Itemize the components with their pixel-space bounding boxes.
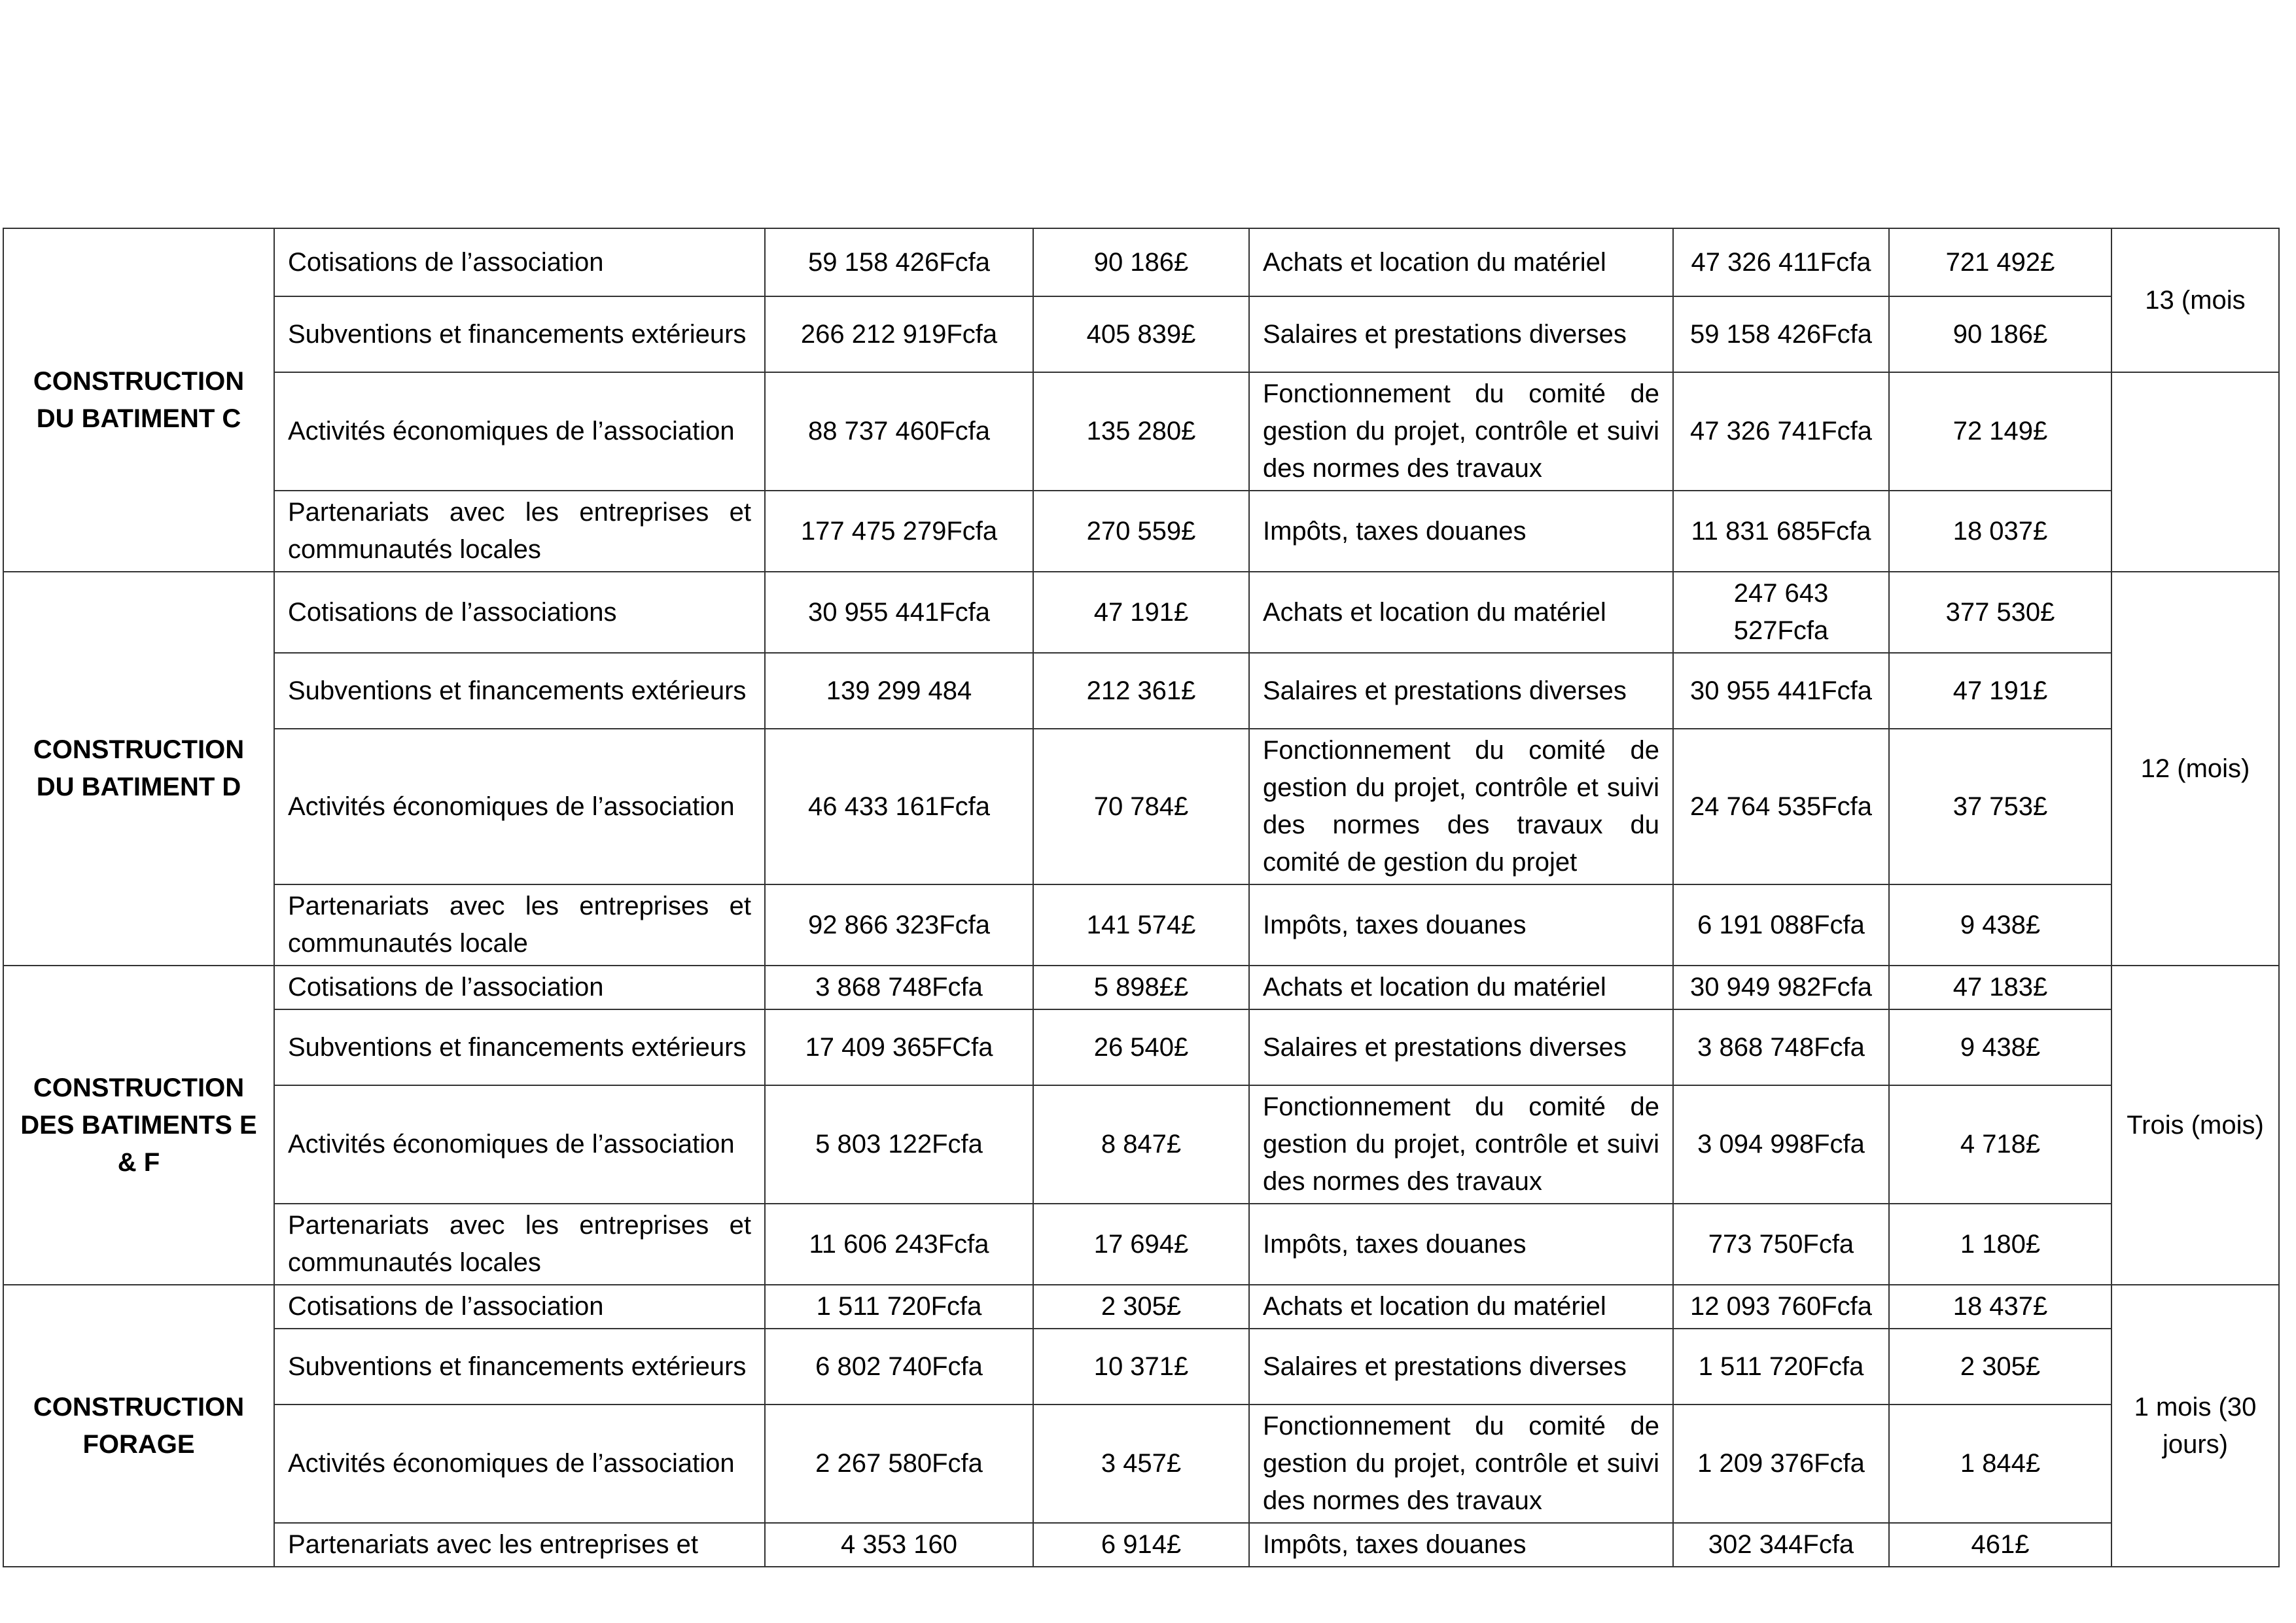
expense-amount-gbp: 1 180£ — [1889, 1204, 2111, 1285]
table-row — [3, 1405, 2279, 1523]
section-title: CONSTRUCTION FORAGE — [3, 1285, 274, 1567]
table-row — [3, 1204, 2279, 1285]
funding-amount-fcfa: 17 409 365FCfa — [765, 1009, 1033, 1085]
expense-amount-fcfa: 47 326 741Fcfa — [1673, 372, 1889, 491]
expense-amount-gbp: 9 438£ — [1889, 884, 2111, 966]
funding-source: Subventions et financements extérieurs — [274, 1009, 765, 1085]
funding-amount-fcfa: 266 212 919Fcfa — [765, 296, 1033, 372]
duration — [2111, 372, 2279, 572]
funding-amount-gbp: 47 191£ — [1033, 572, 1249, 653]
expense-item: Fonctionnement du comité de gestion du projet, contrôle et suivi des normes des travaux — [1249, 1085, 1673, 1204]
funding-amount-gbp: 405 839£ — [1033, 296, 1249, 372]
funding-amount-fcfa: 1 511 720Fcfa — [765, 1285, 1033, 1329]
expense-amount-fcfa: 247 643 527Fcfa — [1673, 572, 1889, 653]
funding-amount-gbp: 17 694£ — [1033, 1204, 1249, 1285]
table-row — [3, 372, 2279, 491]
expense-item: Fonctionnement du comité de gestion du projet, contrôle et suivi des normes des travaux du comité de gestion du projet — [1249, 729, 1673, 884]
funding-amount-fcfa: 6 802 740Fcfa — [765, 1329, 1033, 1405]
table-row — [3, 884, 2279, 966]
expense-amount-gbp: 47 191£ — [1889, 653, 2111, 729]
duration: Trois (mois) — [2111, 966, 2279, 1285]
table-row — [3, 1009, 2279, 1085]
funding-amount-gbp: 6 914£ — [1033, 1523, 1249, 1567]
expense-item: Achats et location du matériel — [1249, 572, 1673, 653]
expense-amount-gbp: 18 037£ — [1889, 491, 2111, 572]
expense-item: Salaires et prestations diverses — [1249, 1329, 1673, 1405]
funding-source: Activités économiques de l’association — [274, 372, 765, 491]
funding-source: Subventions et financements extérieurs — [274, 296, 765, 372]
funding-amount-fcfa: 30 955 441Fcfa — [765, 572, 1033, 653]
expense-item: Salaires et prestations diverses — [1249, 1009, 1673, 1085]
funding-source: Partenariats avec les entreprises et communautés locale — [274, 884, 765, 966]
funding-source: Subventions et financements extérieurs — [274, 653, 765, 729]
expense-amount-fcfa: 3 868 748Fcfa — [1673, 1009, 1889, 1085]
funding-amount-gbp: 8 847£ — [1033, 1085, 1249, 1204]
funding-source: Activités économiques de l’association — [274, 1085, 765, 1204]
expense-amount-gbp: 461£ — [1889, 1523, 2111, 1567]
table-row — [3, 296, 2279, 372]
funding-amount-gbp: 70 784£ — [1033, 729, 1249, 884]
expense-amount-fcfa: 1 511 720Fcfa — [1673, 1329, 1889, 1405]
funding-source: Cotisations de l’associations — [274, 572, 765, 653]
expense-amount-gbp: 377 530£ — [1889, 572, 2111, 653]
funding-amount-gbp: 141 574£ — [1033, 884, 1249, 966]
funding-source: Cotisations de l’association — [274, 228, 765, 296]
funding-amount-gbp: 3 457£ — [1033, 1405, 1249, 1523]
expense-amount-fcfa: 6 191 088Fcfa — [1673, 884, 1889, 966]
funding-amount-fcfa: 11 606 243Fcfa — [765, 1204, 1033, 1285]
expense-item: Impôts, taxes douanes — [1249, 1204, 1673, 1285]
table-row — [3, 966, 2279, 1009]
duration: 12 (mois) — [2111, 572, 2279, 966]
funding-amount-gbp: 26 540£ — [1033, 1009, 1249, 1085]
duration: 13 (mois — [2111, 228, 2279, 372]
expense-amount-fcfa: 302 344Fcfa — [1673, 1523, 1889, 1567]
table-row — [3, 729, 2279, 884]
expense-amount-fcfa: 24 764 535Fcfa — [1673, 729, 1889, 884]
section-title: CONSTRUCTION DES BATIMENTS E & F — [3, 966, 274, 1285]
table-row — [3, 1329, 2279, 1405]
expense-amount-fcfa: 11 831 685Fcfa — [1673, 491, 1889, 572]
funding-amount-fcfa: 2 267 580Fcfa — [765, 1405, 1033, 1523]
funding-amount-fcfa: 3 868 748Fcfa — [765, 966, 1033, 1009]
funding-source: Activités économiques de l’association — [274, 1405, 765, 1523]
expense-amount-gbp: 1 844£ — [1889, 1405, 2111, 1523]
expense-amount-fcfa: 30 955 441Fcfa — [1673, 653, 1889, 729]
expense-amount-fcfa: 47 326 411Fcfa — [1673, 228, 1889, 296]
funding-amount-fcfa: 4 353 160 — [765, 1523, 1033, 1567]
expense-amount-fcfa: 773 750Fcfa — [1673, 1204, 1889, 1285]
budget-table — [3, 228, 2280, 1567]
funding-amount-fcfa: 5 803 122Fcfa — [765, 1085, 1033, 1204]
expense-amount-gbp: 18 437£ — [1889, 1285, 2111, 1329]
expense-item: Fonctionnement du comité de gestion du projet, contrôle et suivi des normes des travaux — [1249, 1405, 1673, 1523]
funding-amount-fcfa: 88 737 460Fcfa — [765, 372, 1033, 491]
section-title: CONSTRUCTION DU BATIMENT C — [3, 228, 274, 572]
expense-item: Achats et location du matériel — [1249, 228, 1673, 296]
funding-source: Partenariats avec les entreprises et communautés locales — [274, 491, 765, 572]
expense-item: Salaires et prestations diverses — [1249, 653, 1673, 729]
funding-amount-gbp: 2 305£ — [1033, 1285, 1249, 1329]
table-row — [3, 1285, 2279, 1329]
funding-source: Activités économiques de l’association — [274, 729, 765, 884]
funding-source: Partenariats avec les entreprises et — [274, 1523, 765, 1567]
expense-item: Achats et location du matériel — [1249, 1285, 1673, 1329]
funding-amount-fcfa: 92 866 323Fcfa — [765, 884, 1033, 966]
expense-amount-fcfa: 59 158 426Fcfa — [1673, 296, 1889, 372]
funding-amount-gbp: 10 371£ — [1033, 1329, 1249, 1405]
expense-amount-gbp: 72 149£ — [1889, 372, 2111, 491]
table-row — [3, 1523, 2279, 1567]
expense-amount-fcfa: 3 094 998Fcfa — [1673, 1085, 1889, 1204]
funding-source: Subventions et financements extérieurs — [274, 1329, 765, 1405]
funding-source: Cotisations de l’association — [274, 966, 765, 1009]
expense-item: Achats et location du matériel — [1249, 966, 1673, 1009]
funding-amount-fcfa: 59 158 426Fcfa — [765, 228, 1033, 296]
expense-amount-gbp: 47 183£ — [1889, 966, 2111, 1009]
expense-item: Salaires et prestations diverses — [1249, 296, 1673, 372]
expense-item: Impôts, taxes douanes — [1249, 884, 1673, 966]
expense-item: Impôts, taxes douanes — [1249, 491, 1673, 572]
expense-amount-gbp: 721 492£ — [1889, 228, 2111, 296]
funding-amount-fcfa: 139 299 484 — [765, 653, 1033, 729]
table-row — [3, 1085, 2279, 1204]
table-row — [3, 572, 2279, 653]
funding-amount-gbp: 90 186£ — [1033, 228, 1249, 296]
funding-amount-fcfa: 46 433 161Fcfa — [765, 729, 1033, 884]
funding-source: Cotisations de l’association — [274, 1285, 765, 1329]
expense-amount-fcfa: 30 949 982Fcfa — [1673, 966, 1889, 1009]
funding-amount-fcfa: 177 475 279Fcfa — [765, 491, 1033, 572]
funding-amount-gbp: 5 898££ — [1033, 966, 1249, 1009]
expense-amount-gbp: 37 753£ — [1889, 729, 2111, 884]
table-row — [3, 228, 2279, 296]
expense-amount-fcfa: 1 209 376Fcfa — [1673, 1405, 1889, 1523]
expense-amount-gbp: 90 186£ — [1889, 296, 2111, 372]
expense-amount-gbp: 2 305£ — [1889, 1329, 2111, 1405]
expense-amount-gbp: 9 438£ — [1889, 1009, 2111, 1085]
funding-amount-gbp: 270 559£ — [1033, 491, 1249, 572]
funding-amount-gbp: 212 361£ — [1033, 653, 1249, 729]
duration: 1 mois (30 jours) — [2111, 1285, 2279, 1567]
section-title: CONSTRUCTION DU BATIMENT D — [3, 572, 274, 966]
funding-amount-gbp: 135 280£ — [1033, 372, 1249, 491]
expense-amount-gbp: 4 718£ — [1889, 1085, 2111, 1204]
table-row — [3, 491, 2279, 572]
table-row — [3, 653, 2279, 729]
expense-amount-fcfa: 12 093 760Fcfa — [1673, 1285, 1889, 1329]
expense-item: Impôts, taxes douanes — [1249, 1523, 1673, 1567]
expense-item: Fonctionnement du comité de gestion du projet, contrôle et suivi des normes des travaux — [1249, 372, 1673, 491]
funding-source: Partenariats avec les entreprises et communautés locales — [274, 1204, 765, 1285]
